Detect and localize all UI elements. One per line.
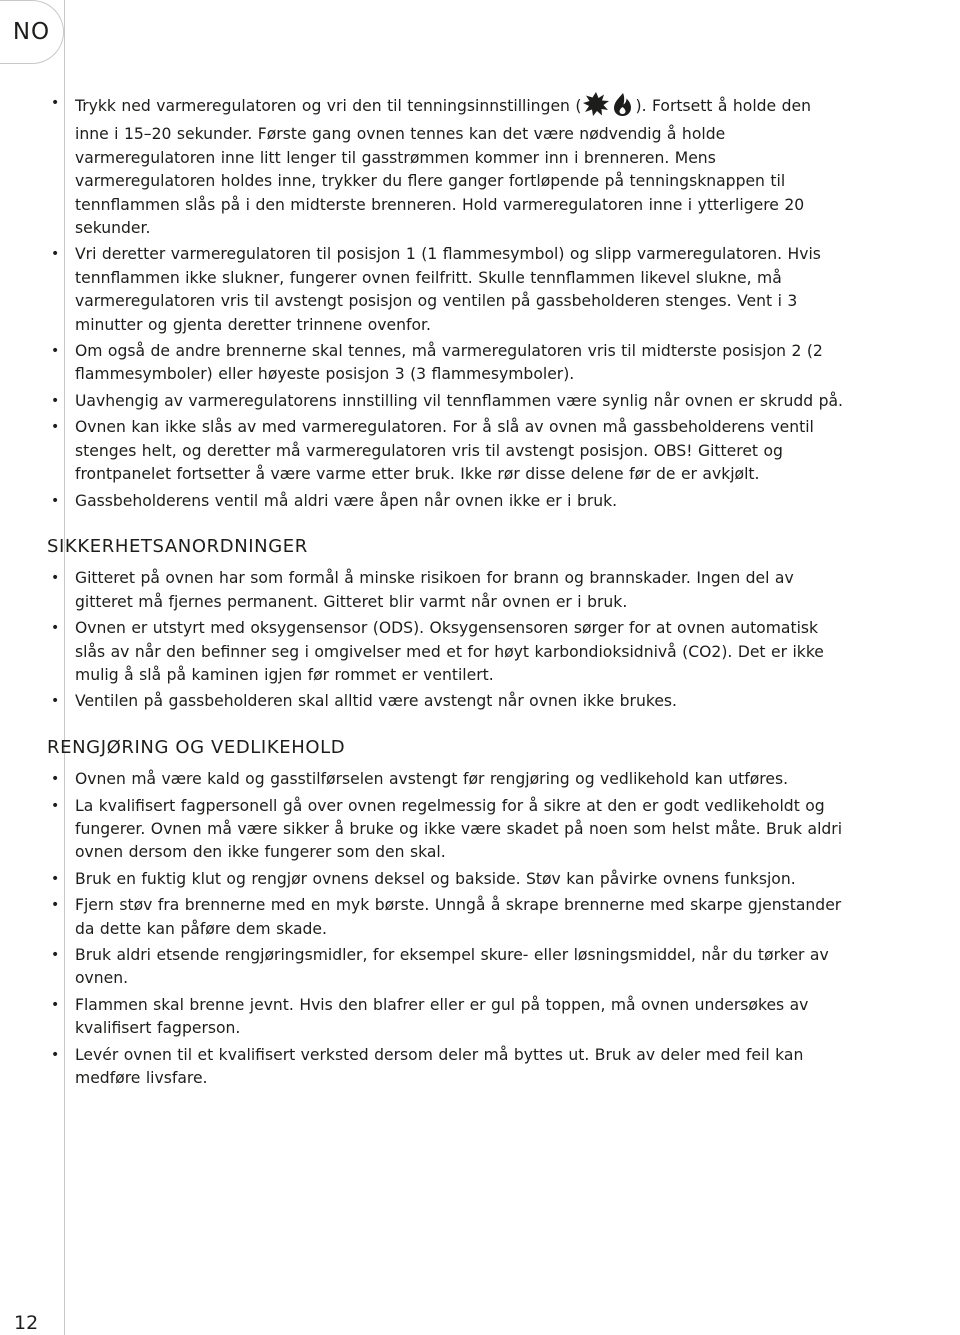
maintenance-list — [47, 768, 847, 1090]
list-item: • Flammen skal brenne jevnt. Hvis den blafrer eller er gul på toppen, må ovnen undersøkes av kvalifisert fagperson. — [47, 994, 847, 1041]
list-item: • La kvalifisert fagpersonell gå over ovnen regelmessig for å sikre at den er godt vedlikeholdt og fungerer. Ovnen må være sikker å bruke og ikke være skadet på noen som helst måte. Bruk aldri ovnen dersom den ikke fungerer som den skal. — [47, 795, 847, 865]
language-tab: NO — [0, 0, 64, 64]
page-content — [47, 92, 847, 1093]
list-item: • Gassbeholderens ventil må aldri være åpen når ovnen ikke er i bruk. — [47, 490, 847, 513]
list-item: • Vri deretter varmeregulatoren til posisjon 1 (1 flammesymbol) og slipp varmeregulatoren. Hvis tennflammen ikke slukner, fungerer ovnen feilfritt. Skulle tennflammen likevel slukne, må varmeregulatoren vris til avstengt posisjon og ventilen på gassbeholderen stenges. Vent i 3 minutter og gjenta deretter trinnene ovenfor. — [47, 243, 847, 337]
list-item: • Om også de andre brennerne skal tennes, må varmeregulatoren vris til midterste posisjon 2 (2 flammesymboler) eller høyeste posisjon 3 (3 flammesymboler). — [47, 340, 847, 387]
page-number: 12 — [14, 1312, 39, 1334]
instruction-list — [47, 92, 847, 513]
list-item: • Gitteret på ovnen har som formål å minske risikoen for brann og brannskader. Ingen del av gitteret må fjernes permanent. Gitteret blir varmt når ovnen er i bruk. — [47, 567, 847, 614]
ignition-spark-flame-icon — [583, 92, 635, 123]
list-item: • Levér ovnen til et kvalifisert verksted dersom deler må byttes ut. Bruk av deler med feil kan medføre livsfare. — [47, 1044, 847, 1091]
list-item — [47, 92, 847, 240]
list-item: • Bruk aldri etsende rengjøringsmidler, for eksempel skure- eller løsningsmiddel, når du tørker av ovnen. — [47, 944, 847, 991]
list-item: • Ovnen kan ikke slås av med varmeregulatoren. For å slå av ovnen må gassbeholderens ventil stenges helt, og deretter må varmeregulatoren vris til avstengt posisjon. OBS! Gitteret og frontpanelet fortsetter å være varme etter bruk. Ikke rør disse delene før de er avkjølt. — [47, 416, 847, 486]
section-heading-maintenance: RENGJØRING OG VEDLIKEHOLD — [47, 736, 346, 758]
list-item-text: ). Fortsett å holde den inne i 15–20 sekunder. Første gang ovnen tennes kan det være nødvendig å holde varmeregulatoren inne litt lenger til gasstrømmen kommer inn i brenneren. Mens varmeregulatoren holdes inne, trykker du flere ganger fortløpende på tenningsknappen til tennflammen slås på i den midterste brenneren. Hold varmeregulatoren inne i ytterligere 20 sekunder. — [75, 97, 811, 238]
list-item: • Uavhengig av varmeregulatorens innstilling vil tennflammen være synlig når ovnen er skrudd på. — [47, 390, 847, 413]
section-heading-safety: SIKKERHETSANORDNINGER — [47, 535, 308, 557]
list-item: • Bruk en fuktig klut og rengjør ovnens deksel og bakside. Støv kan påvirke ovnens funksjon. — [47, 868, 847, 891]
list-item: • Ventilen på gassbeholderen skal alltid være avstengt når ovnen ikke brukes. — [47, 690, 847, 713]
safety-list — [47, 567, 847, 713]
list-item: • Fjern støv fra brennerne med en myk børste. Unngå å skrape brennerne med skarpe gjenstander da dette kan påføre dem skade. — [47, 894, 847, 941]
list-item: • Ovnen må være kald og gasstilførselen avstengt før rengjøring og vedlikehold kan utføres. — [47, 768, 847, 791]
list-item-text: Trykk ned varmeregulatoren og vri den til tenningsinnstillingen ( — [75, 97, 582, 115]
list-item: • Ovnen er utstyrt med oksygensensor (ODS). Oksygensensoren sørger for at ovnen automatisk slås av når den befinner seg i omgivelser med et for høyt karbondioksidnivå (CO2). Det er ikke mulig å slå på kaminen igjen før rommet er ventilert. — [47, 617, 847, 687]
